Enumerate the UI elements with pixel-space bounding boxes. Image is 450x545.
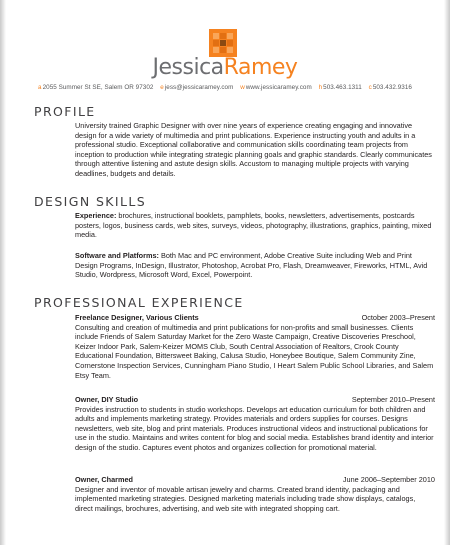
job-description: Consulting and creation of multimedia and print publications for non-profits and small businesses. Clients include Friends of Salem Saturday Market for the Zero Waste Campaign, Creative Discoveries Preschool, Keizer Indoor Park, Salem-Keizer MOMS Club, South Central Association of Realtors, Crook County Educational Foundation, Bittersweet Baking, Calusa Studio, Honeybee Boutique, Salem Community Zine, Cornerstone Inspection Services, Cunningham Piano Studio, I Heart Salem Public School Libraries, and Salem Etsy Team.	[75, 322, 434, 380]
resume-page	[14, 0, 436, 545]
skills-experience	[75, 211, 435, 240]
email-link[interactable]: jess@jessicaramey.com	[164, 84, 234, 91]
job-diy-studio	[75, 395, 435, 453]
job-title: Owner, DIY Studio	[75, 395, 139, 404]
job-dates: October 2003–Present	[361, 313, 435, 322]
home-phone-value: 503.463.1311	[323, 84, 362, 91]
page-shadow-left	[0, 0, 6, 545]
home-phone-key: h	[318, 84, 323, 91]
contact-line	[14, 84, 436, 91]
job-header	[75, 313, 435, 323]
experience-heading: PROFESSIONAL EXPERIENCE	[34, 295, 244, 310]
skills-software	[75, 251, 435, 280]
last-name: Ramey	[223, 55, 298, 80]
website-link[interactable]: www.jessicaramey.com	[245, 84, 312, 91]
first-name: Jessica	[152, 55, 224, 80]
job-title: Owner, Charmed	[75, 475, 133, 484]
job-charmed	[75, 475, 435, 513]
skills-experience-text: brochures, instructional booklets, pamphlets, books, newsletters, advertisements, postcards posters, logos, business cards, web sites, surveys, videos, photography, illustrations, graphics, painting, mixed media.	[75, 211, 432, 240]
address-value: 2055 Summer St SE, Salem OR 97302	[42, 84, 154, 91]
profile-text	[75, 121, 435, 179]
address-key: a	[38, 84, 42, 91]
email-key: e	[160, 84, 164, 91]
job-description: Provides instruction to students in studio workshops. Develops art education curriculum for both children and adults and implements marketing strategy. Provides materials and orders supplies for courses. Designs newsletters, web site, blog and print materials. Produces instructional videos and instructional publications for use in the studio. Maintains and writes content for blog and social media. Establishes brand identity and interior design of the studio. Captures event photos and organizes collection for promotional material.	[75, 404, 434, 452]
skills-software-text: Both Mac and PC environment, Adobe Creative Suite including Web and Print Design Programs, InDesign, Illustrator, Photoshop, Acrobat Pro, Flash, Dreamweaver, Fireworks, HTML, Avid Studio, Wordpress, Microsoft Word, Excel, Powerpoint.	[75, 251, 428, 280]
page-shadow-right	[444, 0, 450, 545]
profile-heading: PROFILE	[34, 104, 96, 119]
job-header	[75, 395, 435, 405]
job-dates: June 2006–September 2010	[342, 475, 435, 484]
website-key: w	[240, 84, 245, 91]
design-skills-heading: DESIGN SKILLS	[34, 194, 147, 209]
job-description: Designer and inventor of movable artisan jewelry and charms. Created brand identity, packaging and implemented marketing strategies. Designed marketing materials including trade show displays, catalogs, direct mailings, brochures, advertising, and web site with integrated shopping cart.	[75, 484, 416, 513]
job-header	[75, 475, 435, 485]
job-freelance	[75, 313, 435, 380]
candidate-name	[14, 55, 436, 81]
profile-paragraph: University trained Graphic Designer with over nine years of experience creating engaging and innovative design for a wide variety of multimedia and print publications. Experience instructing youth and adults in a professional studio. Exceptional collaborative and communication skills coordinating team projects from inception to production while integrating strategic planning goals and graphic standards. Clearly communicates through attentive listening and astute design skills. Accustom to managing multiple projects with varying deadlines, budgets and details.	[75, 121, 432, 178]
skills-experience-label: Experience:	[75, 211, 117, 220]
cell-phone-key: c	[368, 84, 372, 91]
skills-software-label: Software and Platforms:	[75, 251, 159, 260]
job-dates: September 2010–Present	[351, 395, 435, 404]
cell-phone-value: 503.432.9316	[372, 84, 412, 91]
job-title: Freelance Designer, Various Clients	[75, 313, 199, 322]
orange-grid-logo-icon	[209, 29, 237, 57]
